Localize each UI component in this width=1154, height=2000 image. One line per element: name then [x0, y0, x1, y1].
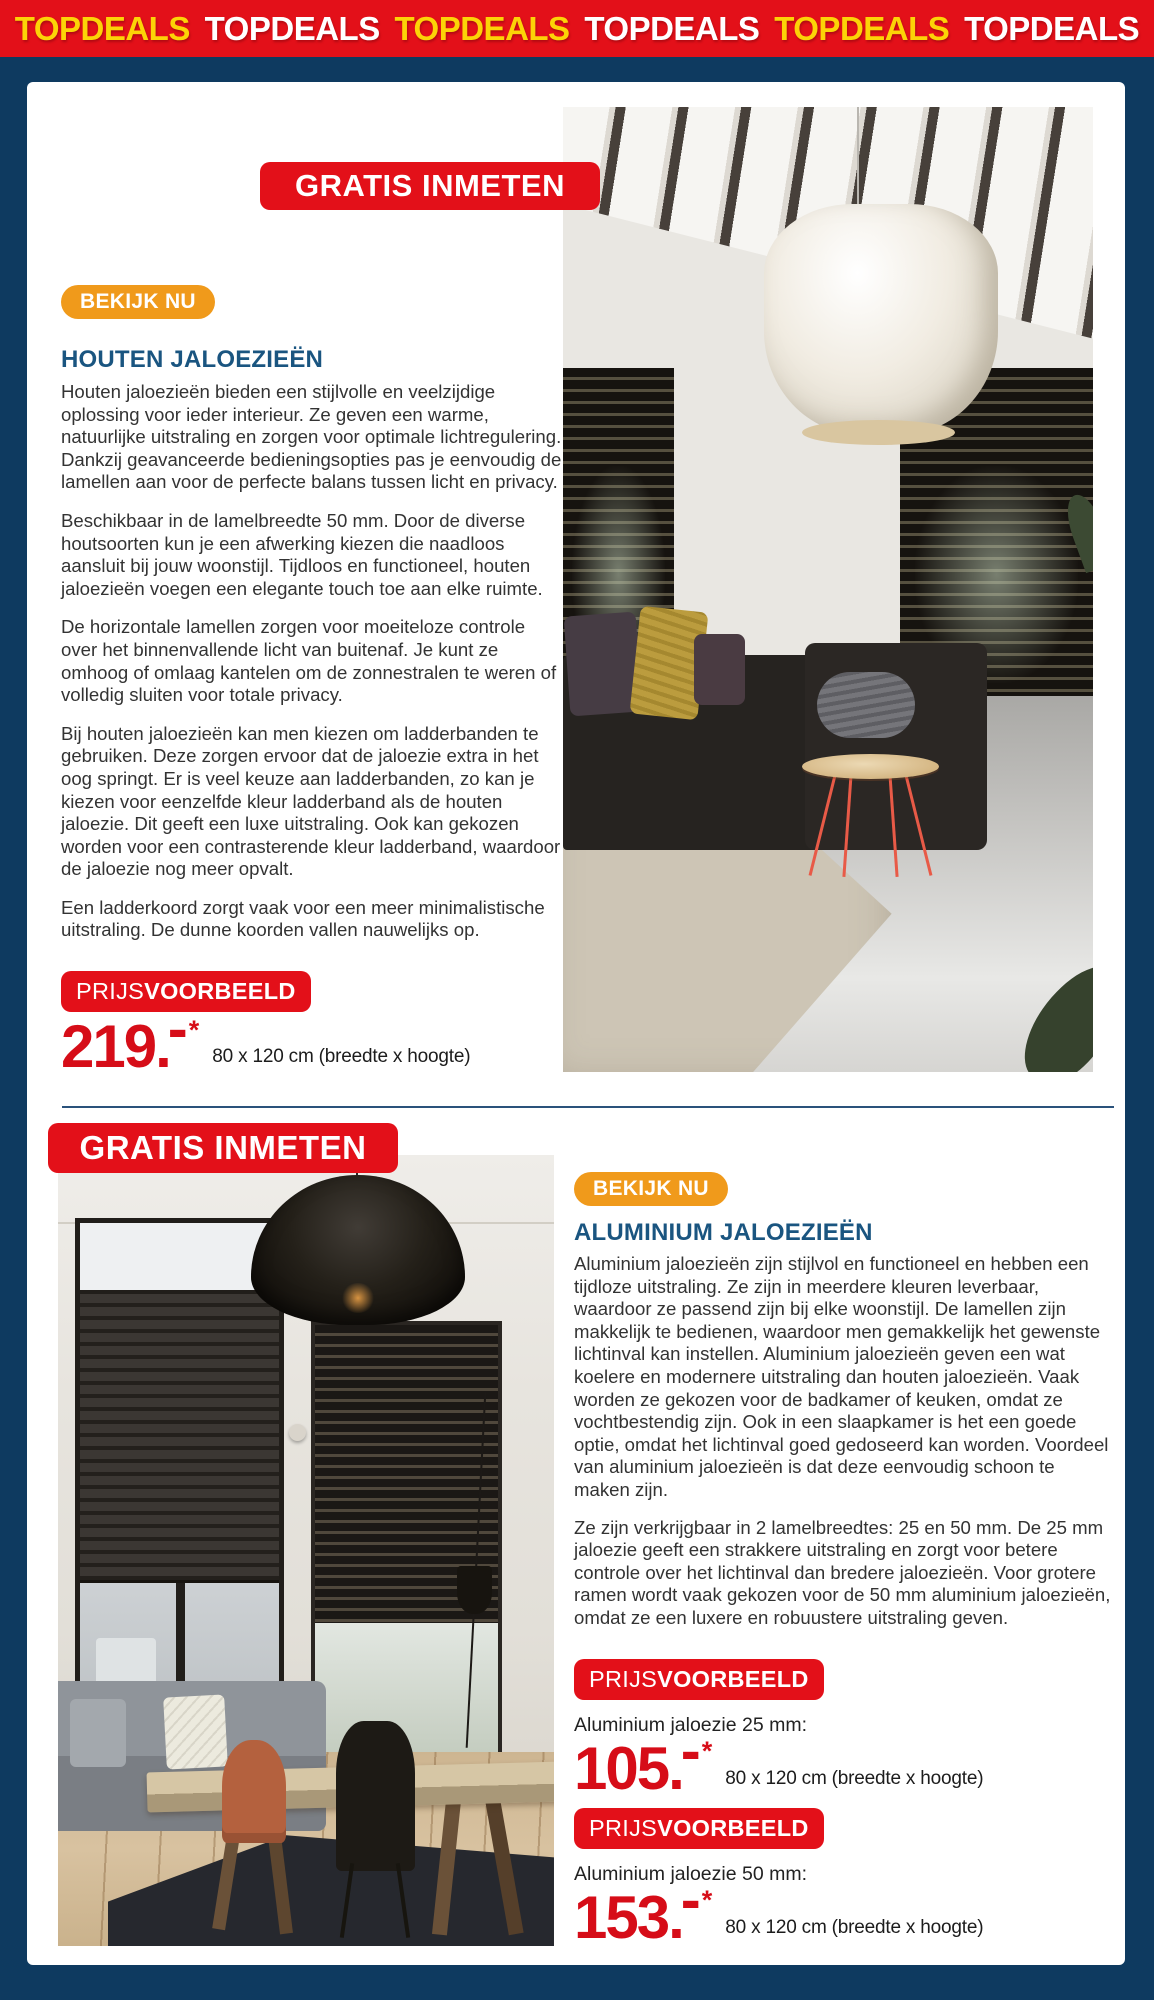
price-dash: -: [680, 1865, 699, 1933]
topdeals-banner-item: TOPDEALS: [584, 9, 760, 47]
table-leg-shape: [842, 774, 852, 877]
price-example-badge-bold: VOORBEELD: [657, 1665, 809, 1692]
body-paragraph: Een ladderkoord zorgt vaak voor een meer minimalistische uitstraling. De dunne koorden vallen nauwelijks op.: [61, 896, 545, 941]
side-table-shape: [802, 754, 940, 879]
price-asterisk: *: [188, 1014, 200, 1045]
cushion-shape: [70, 1699, 126, 1767]
body-paragraph: Aluminium jaloezieën zijn stijlvol en functioneel en hebben een tijdloze uitstraling. Ze zijn in meerdere kleuren leverbaar, waardoor ze passend zijn bij elke woonstijl. De lamellen zijn makkelijk te bedienen, waardoor men gemakkelijk het gewenste lichtinval kan instellen. Aluminium jaloezieën geven een wat koelere en modernere uitstraling dan houten jaloezieën. Vaak worden ze gekozen voor de badkamer of keuken, omdat ze vochtbestendig zijn. Ook in een slaapkamer is het een goede optie, omdat het lichtinval goed gedoseerd kan worden. Voordeel van aluminium jaloezieën is dat deze eenvoudig schoon te maken zijn.: [574, 1253, 1109, 1500]
room-photo-aluminium-blinds: [58, 1155, 554, 1946]
price-size-note: 80 x 120 cm (breedte x hoogte): [725, 1916, 984, 1938]
price-example-badge-normal: PRIJS: [589, 1814, 658, 1841]
price-size-note: 80 x 120 cm (breedte x hoogte): [212, 1046, 471, 1068]
view-now-button[interactable]: BEKIJK NU: [61, 285, 215, 319]
price-example-badge-bold: VOORBEELD: [144, 978, 296, 1005]
black-chair-shape: [336, 1721, 415, 1871]
price-example-badge: [574, 1659, 824, 1700]
price-example-badge-bold: VOORBEELD: [657, 1814, 809, 1841]
wooden-blinds-text-column: [61, 285, 563, 1081]
body-paragraph: De horizontale lamellen zorgen voor moeiteloze controle over het binnenvallende licht van buitenaf. Je kunt ze omhoog of omlaag kantelen om de zonnestralen te weren of volledig sluiten voor totale privacy.: [61, 616, 557, 706]
price-example-badge: [574, 1808, 824, 1849]
price-asterisk: *: [701, 1885, 713, 1916]
window-right-shape: [311, 1321, 503, 1780]
lamp-cord-shape: [857, 107, 859, 213]
pleated-blind-shape: [80, 1294, 278, 1583]
topdeals-banner-item: TOPDEALS: [774, 9, 950, 47]
terracotta-chair-shape: [222, 1740, 286, 1843]
price-asterisk: *: [701, 1736, 713, 1767]
topdeals-banner-item: TOPDEALS: [964, 9, 1140, 47]
section-heading: ALUMINIUM JALOEZIEËN: [574, 1219, 873, 1246]
section-heading: HOUTEN JALOEZIEËN: [61, 346, 324, 373]
table-leg-shape: [889, 774, 899, 877]
price-amount: 153.: [574, 1883, 683, 1951]
topdeals-banner-item: TOPDEALS: [14, 9, 190, 47]
frosted-transom-shape: [80, 1223, 278, 1294]
price-product-label: Aluminium jaloezie 25 mm:: [574, 1713, 808, 1736]
price-row: [61, 995, 563, 1081]
body-paragraph: Ze zijn verkrijgbaar in 2 lamelbreedtes: 25 en 50 mm. De 25 mm jaloezie geeft een strakkere uitstraling en zorgt voor betere controle over het lichtinval dan bredere jaloezieën. Voor grotere ramen wordt vaak gekozen voor de 50 mm aluminium jaloezieën, omdat ze een luxere en robuustere uitstraling geven.: [574, 1516, 1111, 1628]
free-measuring-badge: GRATIS INMETEN: [48, 1123, 398, 1173]
price-example-badge-normal: PRIJS: [76, 978, 145, 1005]
topdeals-banner: [0, 0, 1154, 57]
floor-lamp-shade-shape: [457, 1566, 492, 1613]
price-value: [61, 995, 200, 1081]
cushion-shape: [817, 672, 915, 738]
price-example-badge-normal: PRIJS: [589, 1665, 658, 1692]
body-paragraph: Beschikbaar in de lamelbreedte 50 mm. Door de diverse houtsoorten kun je een afwerking kiezen die naadloos aansluit bij jouw woonstijl. Tijdloos en functioneel, houten jaloezieën voegen een elegante touch toe aan elke ruimte.: [61, 509, 543, 599]
table-leg-shape: [905, 775, 933, 876]
cushion-shape: [694, 634, 745, 705]
price-amount: 105.: [574, 1734, 683, 1802]
table-leg-shape: [432, 1799, 461, 1934]
pendant-lamp-shape: [764, 204, 997, 436]
free-measuring-badge: GRATIS INMETEN: [260, 162, 600, 210]
section-divider: [62, 1106, 1114, 1108]
price-dash: -: [167, 995, 186, 1063]
topdeals-banner-item: TOPDEALS: [204, 9, 380, 47]
lamp-base-shape: [802, 420, 956, 445]
table-leg-shape: [486, 1800, 524, 1935]
price-size-note: 80 x 120 cm (breedte x hoogte): [725, 1767, 984, 1789]
body-paragraph: Houten jaloezieën bieden een stijlvolle en veelzijdige oplossing voor ieder interieur. Ze geven een warme, natuurlijke uitstraling en zorgen voor optimale lichtregulering. Dankzij geavanceerde bedieningsopties pas je eenvoudig de lamellen aan voor de perfecte balans tussen licht en privacy.: [61, 381, 562, 493]
living-room-photo-wooden-blinds: [563, 107, 1093, 1072]
body-paragraph: Bij houten jaloezieën kan men kiezen om ladderbanden te gebruiken. Deze zorgen ervoor dat de jaloezie extra in het oog springt. Er is veel keuze aan ladderbanden, zo kan je kiezen voor eenzelfde kleur ladderband als de houten jaloezie. Dit geeft een luxe uitstraling. Ook kan gekozen worden voor een contrasterende kleur ladderband, waardoor de jaloezie nog meer opvalt.: [61, 722, 561, 880]
table-top-shape: [802, 754, 940, 779]
aluminium-blinds-text-column: [574, 1172, 1114, 1951]
content-panel: [27, 82, 1125, 1965]
topdeals-banner-item: TOPDEALS: [394, 9, 570, 47]
price-amount: 219.: [61, 1013, 170, 1081]
view-now-button[interactable]: BEKIJK NU: [574, 1172, 728, 1206]
price-product-label: Aluminium jaloezie 50 mm:: [574, 1862, 808, 1885]
table-leg-shape: [808, 775, 836, 876]
price-dash: -: [680, 1716, 699, 1784]
